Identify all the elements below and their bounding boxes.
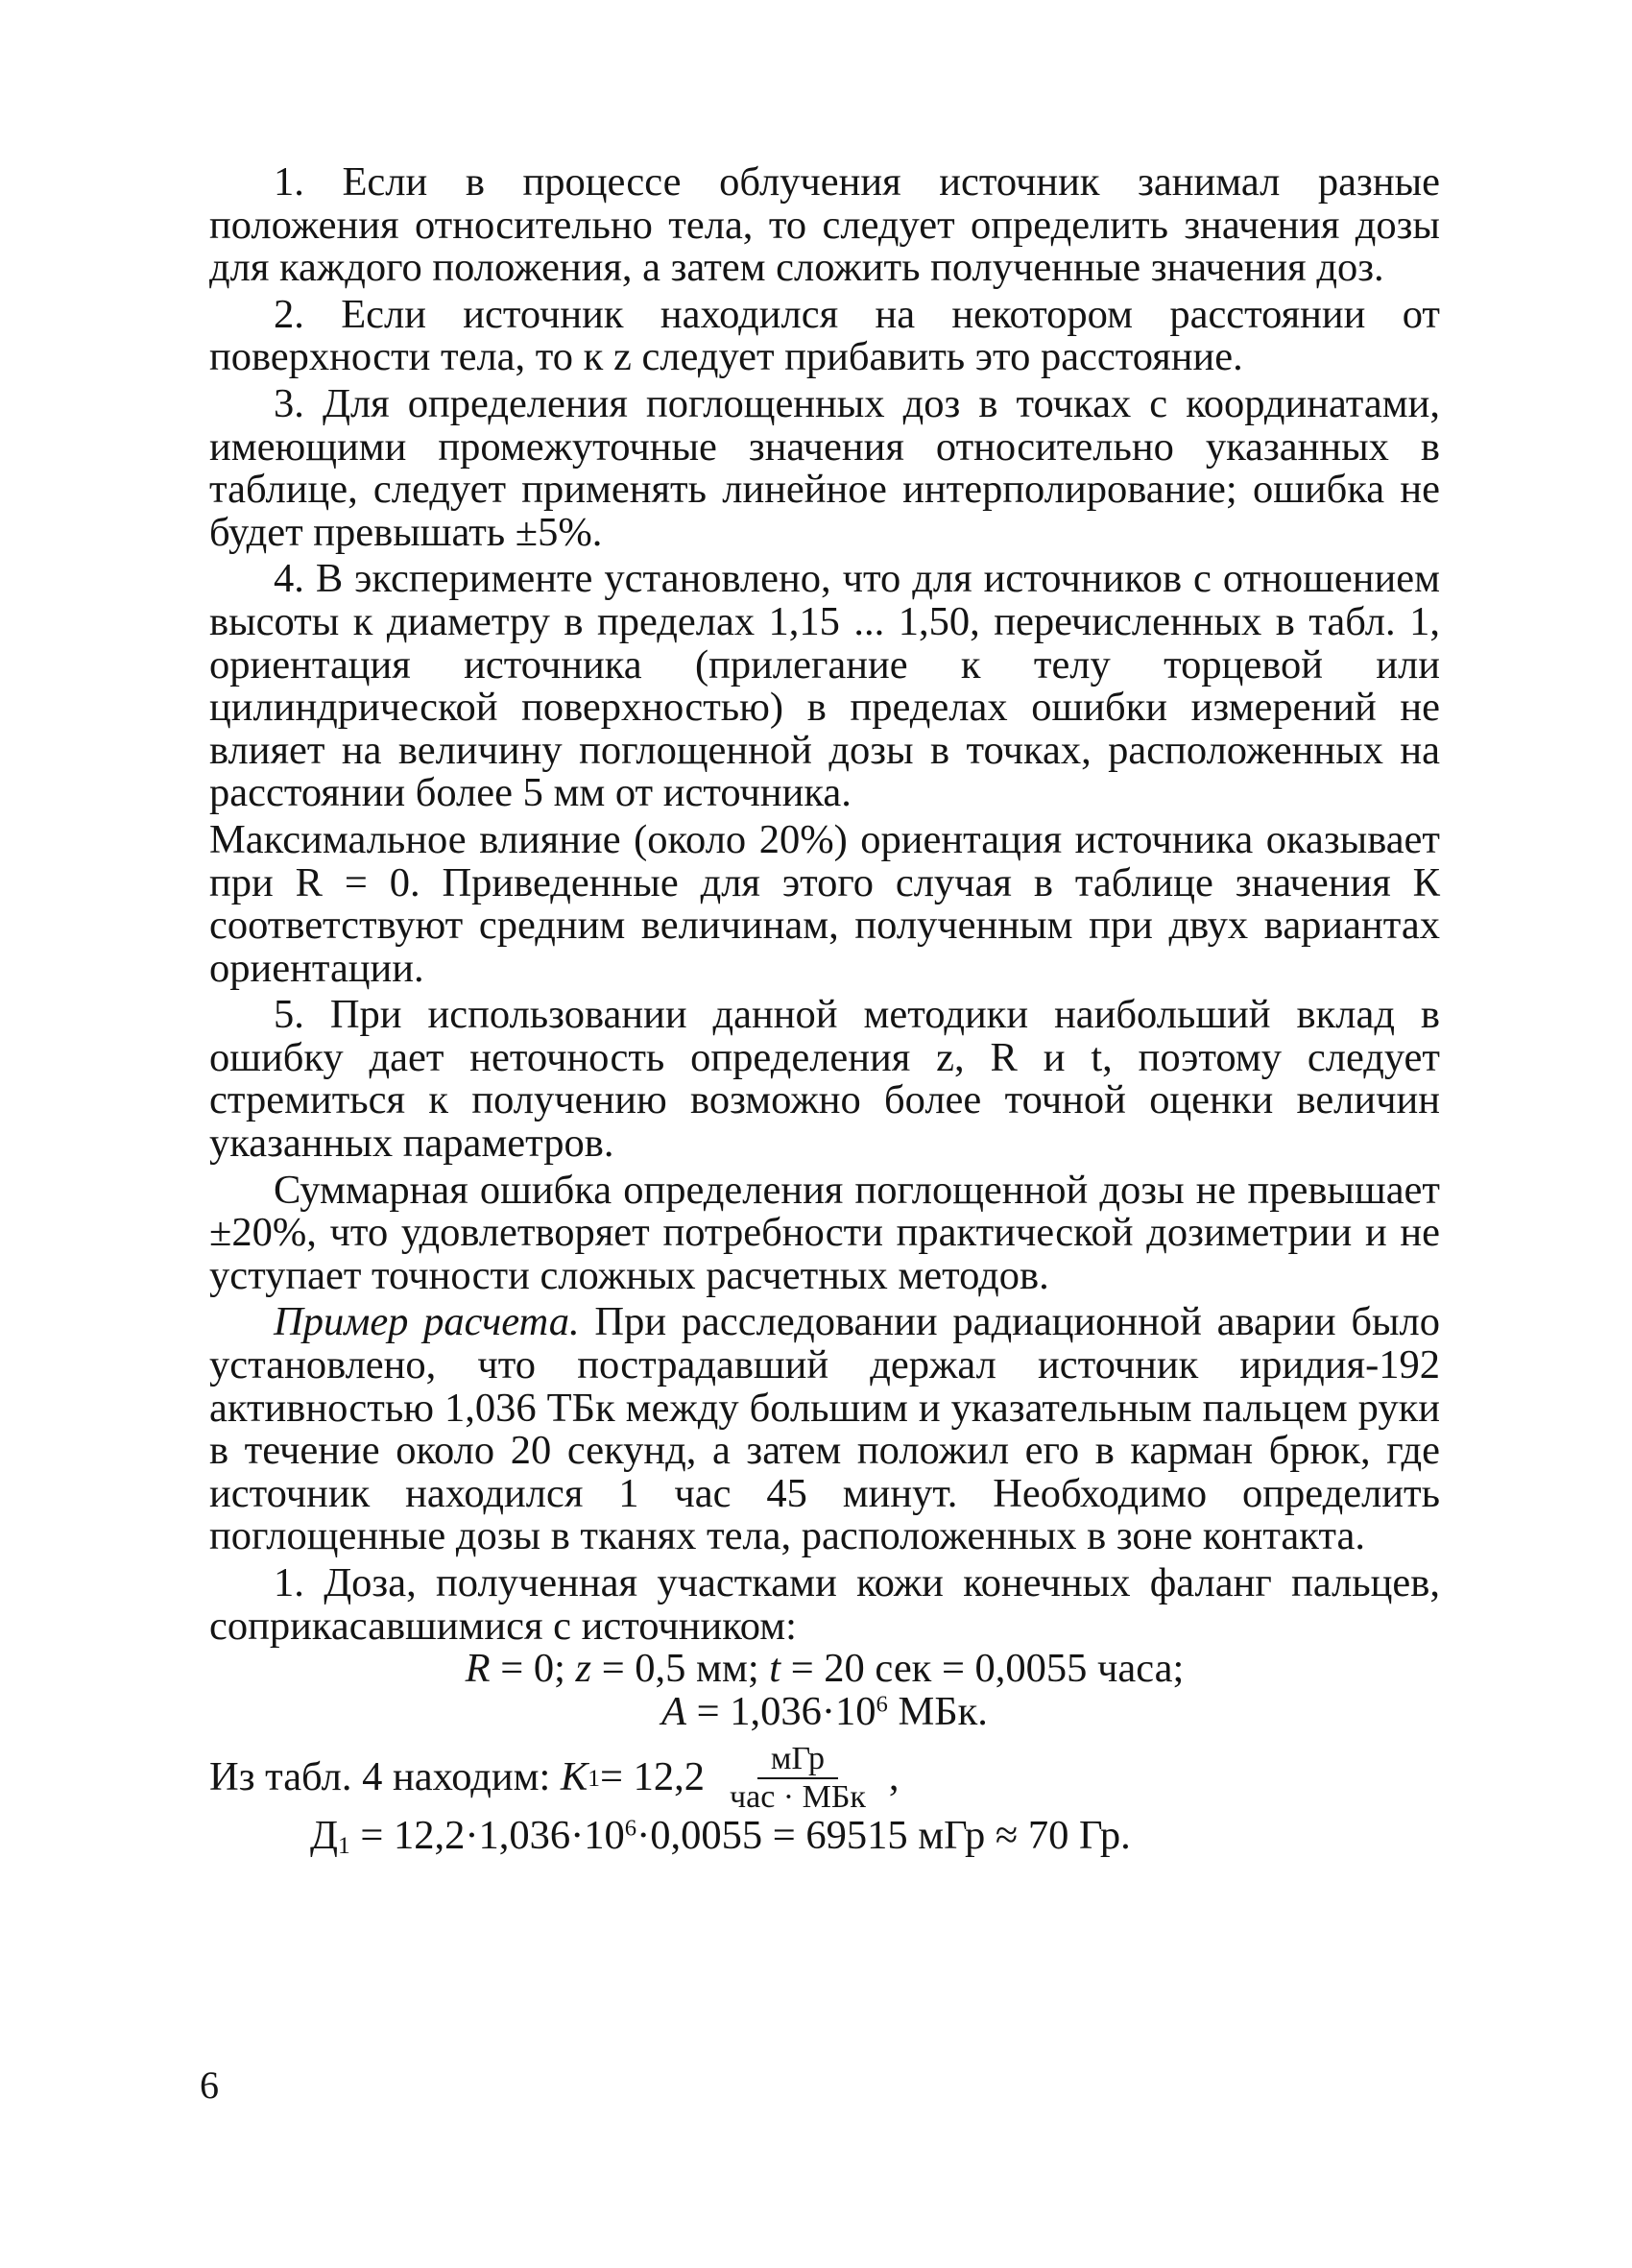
var-t: t: [769, 1646, 781, 1692]
paragraph-2: 2. Если источник находился на некотором расстоянии от поверхности тела, то к z следует прибавить это расстояние.: [209, 291, 1440, 380]
paragraph-4-note: Максимальное влияние (около 20%) ориентация источника оказывает при R = 0. Приведенные для этого случая в таблице значения К соответствуют средним величинам, полученным при двух вариантах ориентации.: [209, 816, 1440, 991]
equation-activity: $A = 1,036\cdot 10^6$ МБк.: [661, 1688, 988, 1734]
paragraph-error-summary: Суммарная ошибка определения поглощенной дозы не превышает ±20%, что удовлетворяет потребности практической дозиметрии и не уступает точности сложных расчетных методов.: [209, 1167, 1440, 1298]
paragraph-3: 3. Для определения поглощенных доз в точках с координатами, имеющими промежуточные значения относительно указанных в таблице, следует применять линейное интерполирование; ошибка не будет превышать ±5%.: [209, 380, 1440, 555]
coefficient-prefix: Из табл. 4 находим:: [209, 1754, 551, 1800]
example-text: При расследовании радиационной аварии было установлено, что пострадавший держал источник иридия-192 активностью 1,036 ТБк между большим и указательным пальцем руки в течение около 20 секунд, а затем положил его в карман брюк, где источник находился 1 час 45 минут. Необходимо определить поглощенные дозы в тканях тела, расположенных в зоне контакта.: [209, 1299, 1440, 1559]
step-1: 1. Доза, полученная участками кожи конечных фаланг пальцев, соприкасавшимися с источником:: [209, 1560, 1440, 1649]
example-paragraph: [209, 1301, 1440, 1558]
unit-fraction: [716, 1741, 879, 1815]
fraction-denominator: час · МБк: [730, 1778, 866, 1815]
var-z: z: [575, 1646, 592, 1692]
var-a: A: [661, 1688, 687, 1734]
example-heading: Пример расчета.: [274, 1299, 580, 1345]
var-k: K: [560, 1754, 588, 1800]
equation-parameters: R = 0; z = 0,5 мм; t = 20 сек = 0,0055 часа;: [465, 1646, 1185, 1692]
equation-dose-result: $Д_1 = 12,2\cdot 1,036\cdot 10^6\cdot 0,0055 = 69515$ мГр ≈ 70 Гр.: [310, 1813, 1131, 1860]
page-number: 6: [200, 2063, 219, 2107]
paragraph-4: 4. В эксперименте установлено, что для источников с отношением высоты к диаметру в пределах 1,15 ... 1,50, перечисленных в табл. 1, ориентация источника (прилегание к телу торцевой или цилиндрической поверхностью) в пределах ошибки измерений не влияет на величину поглощенной дозы в точках, расположенных на расстоянии более 5 мм от источника.: [209, 556, 1440, 816]
var-r: R: [465, 1646, 491, 1692]
equation-coefficient: Из табл. 4 находим: K 1 = 12,2 $\frac{\text{мГр}}{\text{час · МБк}}$ ,: [209, 1741, 900, 1815]
paragraph-1: 1. Если в процессе облучения источник занимал разные положения относительно тела, то следует определить значения дозы для каждого положения, а затем сложить полученные значения доз.: [209, 159, 1440, 291]
fraction-numerator: мГр: [757, 1741, 838, 1778]
body-text: [209, 161, 1440, 1858]
paragraph-5: 5. При использовании данной методики наибольший вклад в ошибку дает неточность определения z, R и t, поэтому следует стремиться к получению возможно более точной оценки величин указанных параметров.: [209, 992, 1440, 1167]
